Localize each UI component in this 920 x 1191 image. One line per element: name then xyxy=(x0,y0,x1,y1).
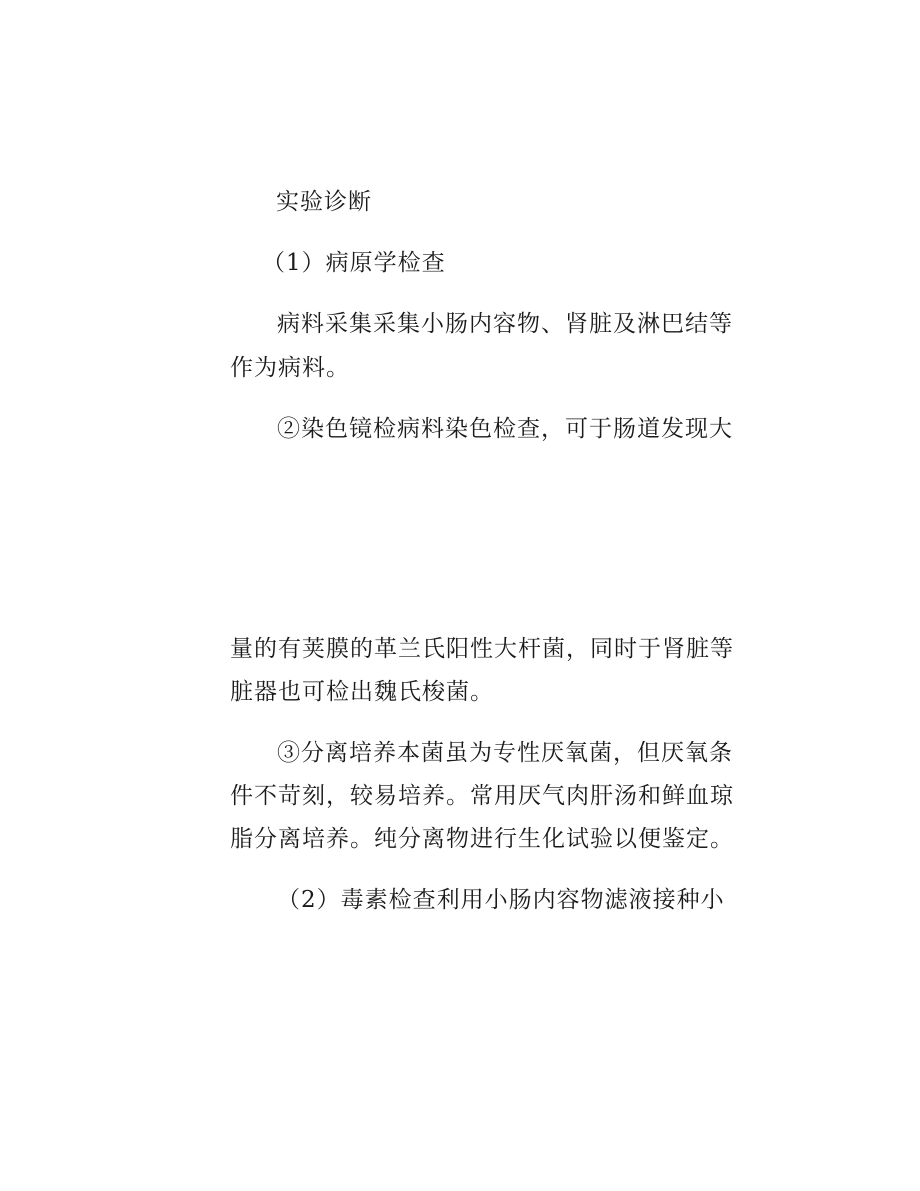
paragraph-line: 作为病料。 xyxy=(230,355,350,381)
section-heading: 实验诊断 xyxy=(276,189,372,215)
paragraph-line: 脂分离培养。纯分离物进行生化试验以便鉴定。 xyxy=(230,826,734,852)
paragraph-line: 病料采集采集小肠内容物、肾脏及淋巴结等 xyxy=(277,311,733,337)
paragraph-line: 脏器也可检出魏氏梭菌。 xyxy=(230,679,494,705)
paragraph-line: （2）毒素检查利用小肠内容物滤液接种小 xyxy=(277,887,725,913)
paragraph-line: 件不苛刻，较易培养。常用厌气肉肝汤和鲜血琼 xyxy=(230,783,734,809)
paragraph-line: ③分离培养本菌虽为专性厌氧菌，但厌氧条 xyxy=(277,740,733,766)
paragraph-line: ②染色镜检病料染色检查，可于肠道发现大 xyxy=(277,416,733,442)
paragraph-line: 量的有荚膜的革兰氏阳性大杆菌，同时于肾脏等 xyxy=(230,636,734,662)
subsection-heading: （1）病原学检查 xyxy=(262,250,446,276)
